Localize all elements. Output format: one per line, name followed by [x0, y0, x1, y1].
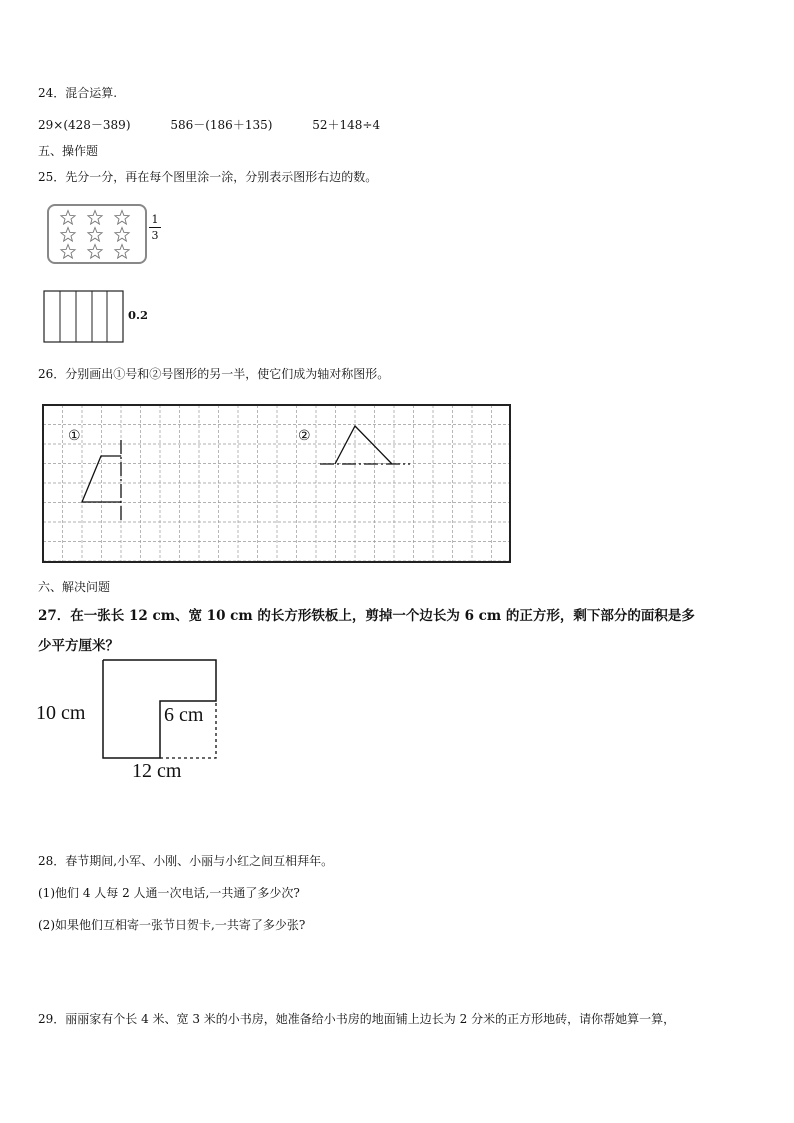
- q24-expressions: [38, 116, 416, 133]
- star-icon: [61, 245, 75, 259]
- star-icon: [88, 228, 102, 242]
- q24-expr-2: 586－(186＋135): [170, 118, 273, 132]
- fraction-numerator: 1: [149, 212, 161, 228]
- shape-1-label: ①: [68, 428, 81, 444]
- q27-line-2: 少平方厘米？: [38, 638, 119, 654]
- height-label: 10 cm: [36, 702, 86, 724]
- q29-title: 29．丽丽家有个长 4 米、宽 3 米的小书房，她准备给小书房的地面铺上边长为 2 分米的正方形地砖，请你帮她算一算，: [38, 1012, 676, 1026]
- width-label: 12 cm: [132, 760, 182, 782]
- symmetry-grid-figure: [42, 404, 512, 564]
- section-5-heading: 五、操作题: [38, 144, 99, 158]
- q28-title: 28．春节期间,小军、小刚、小丽与小红之间互相拜年。: [38, 854, 334, 868]
- cut-label: 6 cm: [164, 704, 204, 726]
- strip-rectangle: [44, 291, 123, 342]
- q28-part-1: (1)他们 4 人每 2 人通一次电话,一共通了多少次?: [38, 886, 300, 900]
- decimal-label: 0.2: [128, 308, 149, 322]
- star-icons: [61, 211, 129, 259]
- q24-expr-1: 29×(428－389): [38, 118, 131, 132]
- q27-line-1: 27．在一张长 12 cm、宽 10 cm 的长方形铁板上，剪掉一个边长为 6 cm 的正方形，剩下部分的面积是多: [38, 608, 695, 624]
- star-icon: [61, 211, 75, 225]
- section-6-heading: 六、解决问题: [38, 580, 111, 594]
- fraction-one-third: [149, 212, 161, 243]
- l-shape-figure: [100, 658, 222, 762]
- fraction-denominator: 3: [151, 229, 159, 242]
- q26-title: 26．分别画出①号和②号图形的另一半，使它们成为轴对称图形。: [38, 367, 390, 381]
- q24-title: 24．混合运算.: [38, 86, 118, 100]
- star-icon: [115, 245, 129, 259]
- grid-border: [43, 405, 510, 562]
- shape-2-half: [335, 426, 392, 464]
- star-icon: [115, 211, 129, 225]
- star-icon: [88, 211, 102, 225]
- star-box-figure: [45, 202, 149, 266]
- q25-title: 25．先分一分，再在每个图里涂一涂，分别表示图形右边的数。: [38, 170, 378, 184]
- star-icon: [115, 228, 129, 242]
- q24-expr-3: 52＋148÷4: [312, 118, 381, 132]
- star-icon: [88, 245, 102, 259]
- strip-rectangle-figure: [43, 290, 125, 344]
- shape-2-label: ②: [298, 428, 311, 444]
- star-icon: [61, 228, 75, 242]
- q28-part-2: (2)如果他们互相寄一张节日贺卡,一共寄了多少张?: [38, 918, 306, 932]
- dashed-grid: [43, 405, 510, 562]
